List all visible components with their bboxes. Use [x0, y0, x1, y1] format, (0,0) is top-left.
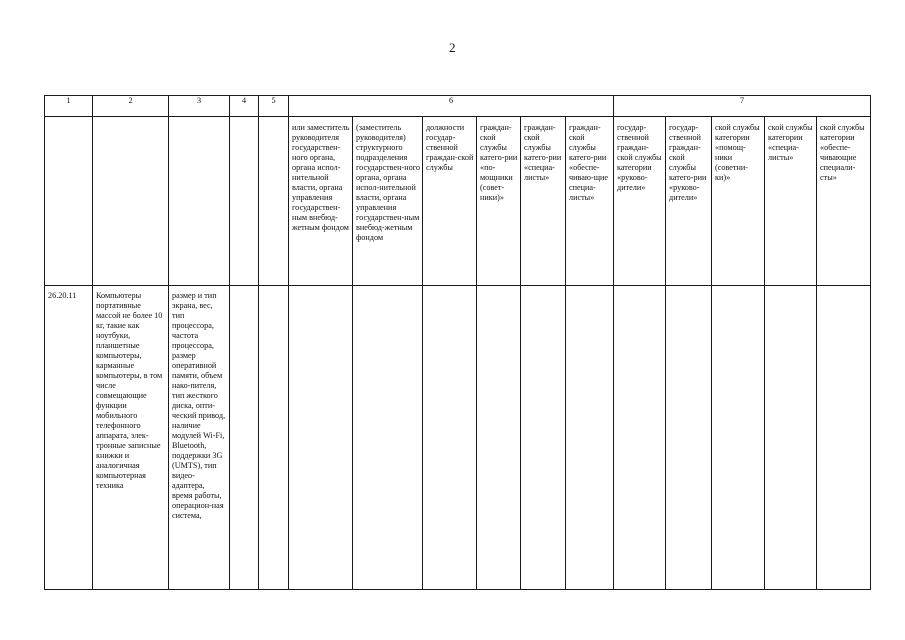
row-cell-7d — [765, 286, 817, 590]
sub-cell-7e — [817, 117, 871, 286]
sub-cell-7d — [765, 117, 817, 286]
sub-empty-2 — [93, 117, 169, 286]
sub-cell-7b — [666, 117, 712, 286]
sub-text-7e: ской службы категории «обеспе-чивающие специали-сты» — [820, 123, 865, 182]
page-number: 2 — [449, 40, 456, 55]
sub-cell-6a — [289, 117, 353, 286]
row-code: 26.20.11 — [48, 291, 77, 300]
sub-cell-6f — [566, 117, 614, 286]
column-number-row — [45, 96, 871, 117]
row-cell-6f — [566, 286, 614, 590]
sub-empty-5 — [259, 117, 289, 286]
sub-text-6a: или заместитель руководителя государствен-ного органа, органа испол-нительной власти, органа управления государствен-ным внебюд-жетным фондом — [292, 123, 350, 232]
row-characteristics-cell — [169, 286, 230, 590]
col-header-5: 5 — [259, 96, 289, 117]
row-cell-7a — [614, 286, 666, 590]
row-cell-6d — [477, 286, 521, 590]
sub-text-6b: (заместитель руководителя) структурного подразделения государствен-ного органа, органа испол-нительной власти, органа управления государствен-ным внебюд-жетным фондом — [356, 123, 420, 242]
sub-empty-4 — [230, 117, 259, 286]
requirements-table — [44, 95, 871, 590]
row-name: Компьютеры портативные массой не более 10 кг, такие как ноутбуки, планшетные компьютеры, карманные компьютеры, в том числе совмещающие функции мобильного телефонного аппарата, элек-тронные записные книжки и аналогичная компьютерная техника — [96, 291, 163, 490]
table-row — [45, 286, 871, 590]
col-header-2: 2 — [93, 96, 169, 117]
sub-cell-7c — [712, 117, 765, 286]
col-header-6: 6 — [289, 96, 614, 117]
sub-cell-6b — [353, 117, 423, 286]
sub-text-6f: граждан-ской службы катего-рии «обеспе-чиваю-щие специа-листы» — [569, 123, 609, 202]
sub-empty-1 — [45, 117, 93, 286]
sub-text-6c: должности государ-ственной граждан-ской службы — [426, 123, 474, 172]
sub-cell-6e — [521, 117, 566, 286]
row-cell-6a — [289, 286, 353, 590]
row-cell-6b — [353, 286, 423, 590]
sub-cell-6d — [477, 117, 521, 286]
sub-text-7c: ской службы категории «помощ-ники (советни-ки)» — [715, 123, 760, 182]
subheader-row — [45, 117, 871, 286]
sub-text-6d: граждан-ской службы катего-рии «по-мощники (совет-ники)» — [480, 123, 518, 202]
row-name-cell — [93, 286, 169, 590]
sub-text-7b: государ-ственной граждан-ской службы катего-рии «руково-дители» — [669, 123, 707, 202]
col-header-7: 7 — [614, 96, 871, 117]
sub-cell-6c — [423, 117, 477, 286]
sub-cell-7a — [614, 117, 666, 286]
row-code-cell — [45, 286, 93, 590]
row-cell-7b — [666, 286, 712, 590]
col-header-4: 4 — [230, 96, 259, 117]
row-cell-6e — [521, 286, 566, 590]
row-cell-5 — [259, 286, 289, 590]
row-cell-4 — [230, 286, 259, 590]
row-cell-7c — [712, 286, 765, 590]
sub-text-6e: граждан-ской службы катего-рии «специа-листы» — [524, 123, 562, 182]
sub-empty-3 — [169, 117, 230, 286]
row-cell-7e — [817, 286, 871, 590]
col-header-1: 1 — [45, 96, 93, 117]
sub-text-7a: государ-ственной граждан-ской службы категории «руково-дители» — [617, 123, 662, 192]
row-cell-6c — [423, 286, 477, 590]
row-characteristics: размер и тип экрана, вес, тип процессора, частота процессора, размер оперативной памяти, объем нако-пителя, тип жесткого диска, опти-ческий привод, наличие модулей Wi-Fi, Bluetooth, поддержки 3G (UMTS), тип видео-адаптера, время работы, операцион-ная система, — [172, 291, 226, 520]
sub-text-7d: ской службы категории «специа-листы» — [768, 123, 813, 162]
col-header-3: 3 — [169, 96, 230, 117]
